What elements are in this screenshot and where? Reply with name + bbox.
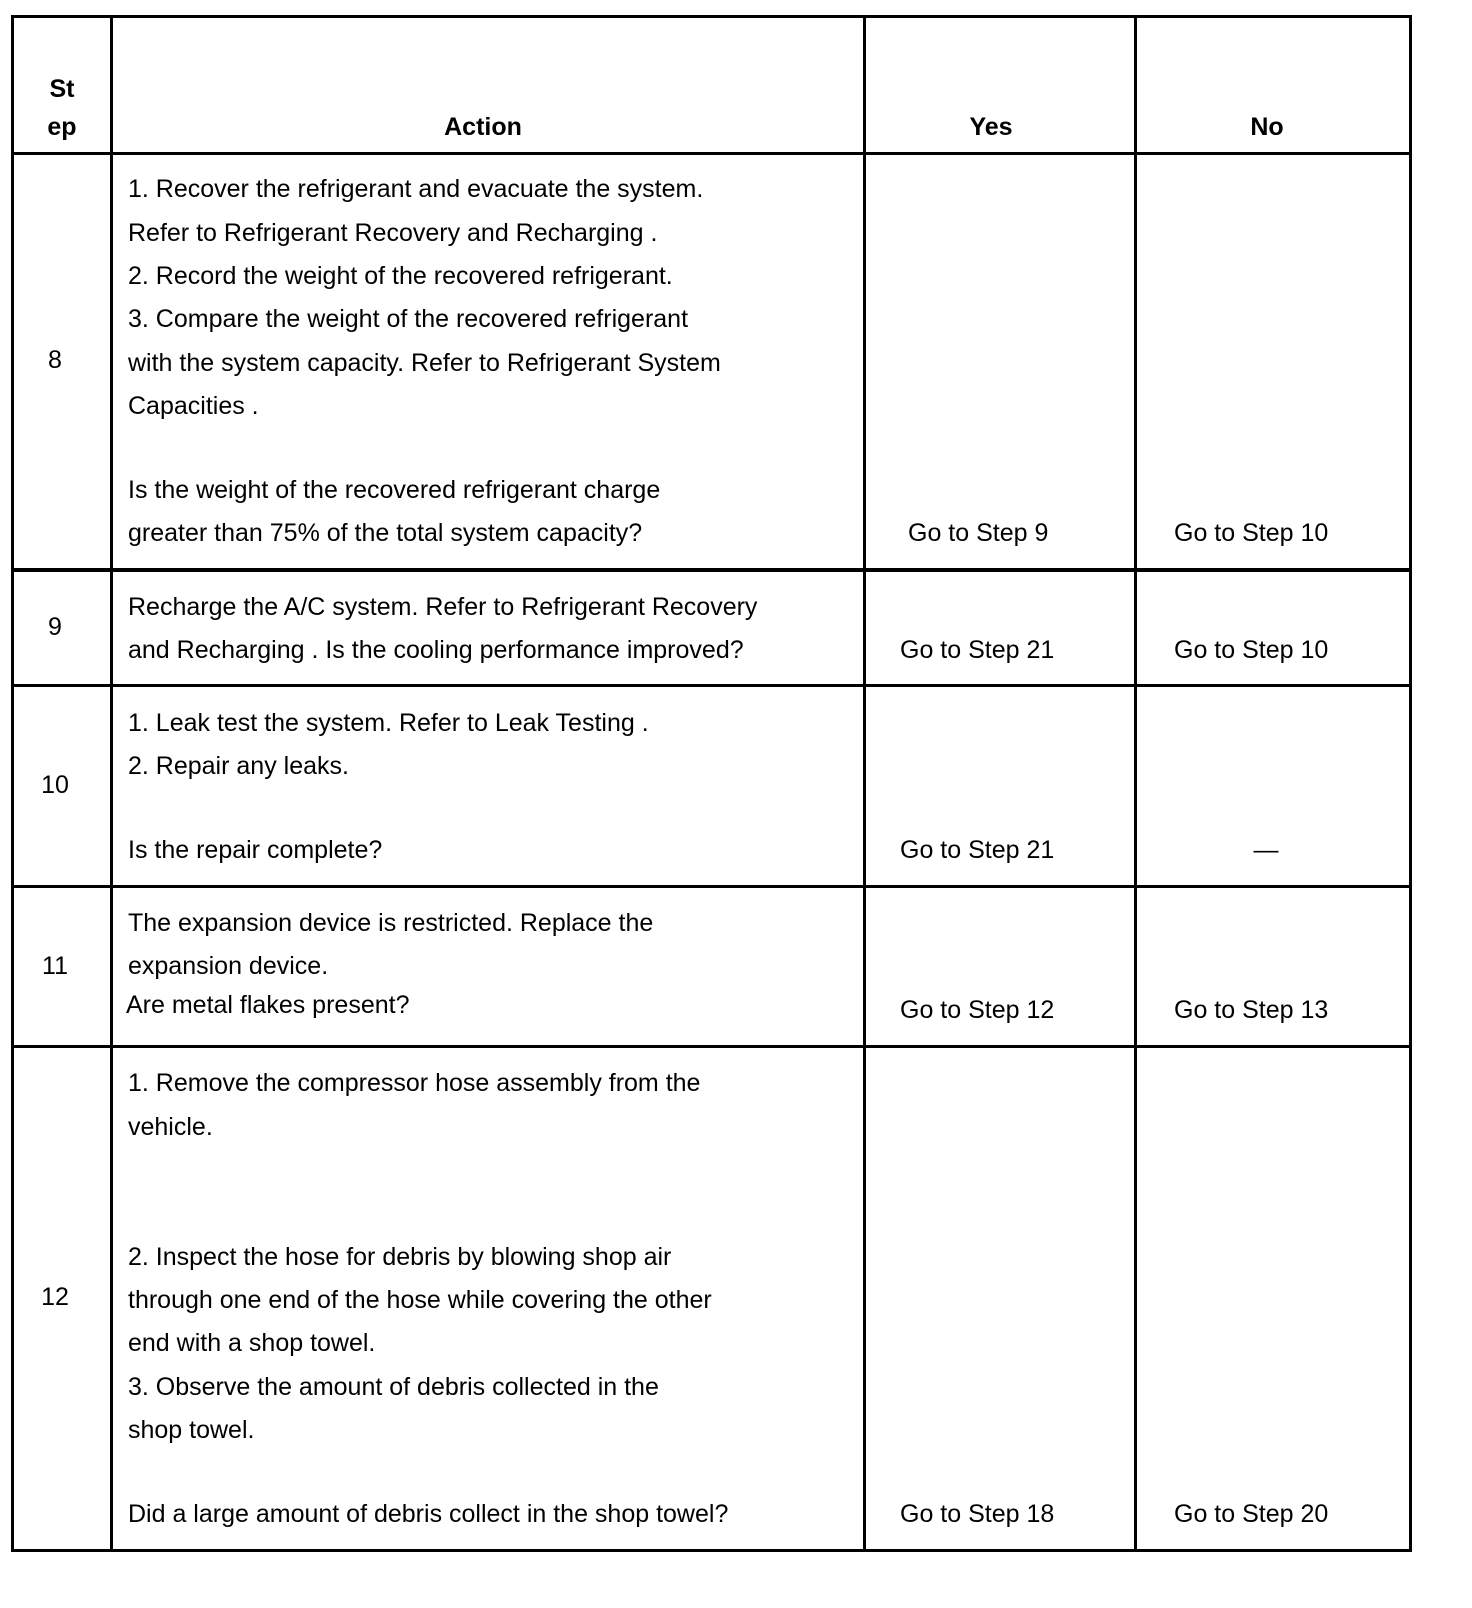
table-border-right <box>1409 15 1412 1552</box>
yes-result: Go to Step 18 <box>900 1500 1055 1528</box>
row-divider <box>11 1045 1412 1048</box>
action-line: 1. Remove the compressor hose assembly from the <box>128 1069 701 1097</box>
yes-result: Go to Step 9 <box>908 519 1049 547</box>
step-number: 12 <box>41 1283 69 1311</box>
no-result: Go to Step 10 <box>1174 636 1329 664</box>
action-question: Did a large amount of debris collect in the shop towel? <box>128 1500 729 1528</box>
step-number: 9 <box>48 613 62 641</box>
action-line: 2. Record the weight of the recovered refrigerant. <box>128 262 673 290</box>
step-number: 8 <box>48 346 62 374</box>
action-line: 2. Inspect the hose for debris by blowing shop air <box>128 1243 672 1271</box>
action-question: Are metal flakes present? <box>126 991 410 1019</box>
action-question: greater than 75% of the total system capacity? <box>128 519 643 547</box>
action-line: Refer to Refrigerant Recovery and Recharging . <box>128 219 658 247</box>
column-divider <box>110 15 113 1552</box>
header-action: Action <box>444 113 522 141</box>
row-divider <box>11 684 1412 687</box>
action-line: 1. Recover the refrigerant and evacuate the system. <box>128 175 704 203</box>
action-question: and Recharging . Is the cooling performance improved? <box>128 636 744 664</box>
yes-result: Go to Step 21 <box>900 636 1055 664</box>
column-divider <box>863 15 866 1552</box>
header-step: ep <box>47 113 77 141</box>
action-line: end with a shop towel. <box>128 1329 376 1357</box>
action-line: Capacities . <box>128 392 259 420</box>
action-question: Is the repair complete? <box>128 836 383 864</box>
action-line: through one end of the hose while covering the other <box>128 1286 712 1314</box>
step-number: 10 <box>41 771 69 799</box>
action-line: The expansion device is restricted. Replace the <box>128 909 654 937</box>
no-result: Go to Step 20 <box>1174 1500 1329 1528</box>
header-yes: Yes <box>969 113 1013 141</box>
table-border-bottom <box>11 1549 1412 1552</box>
action-line: 3. Compare the weight of the recovered refrigerant <box>128 305 689 333</box>
action-line: Recharge the A/C system. Refer to Refrigerant Recovery <box>128 593 758 621</box>
action-line: 3. Observe the amount of debris collected in the <box>128 1373 659 1401</box>
action-line: 1. Leak test the system. Refer to Leak Testing . <box>128 709 649 737</box>
action-line: 2. Repair any leaks. <box>128 752 349 780</box>
step-number: 11 <box>42 952 68 980</box>
header-step: St <box>49 75 75 103</box>
row-divider <box>11 885 1412 888</box>
action-question: Is the weight of the recovered refrigerant charge <box>128 476 661 504</box>
no-result: Go to Step 13 <box>1174 996 1329 1024</box>
no-result: Go to Step 10 <box>1174 519 1329 547</box>
column-divider <box>1134 15 1137 1552</box>
action-line: shop towel. <box>128 1416 255 1444</box>
yes-result: Go to Step 21 <box>900 836 1055 864</box>
table-border-top <box>11 15 1412 18</box>
row-divider <box>11 568 1412 572</box>
row-divider <box>11 152 1412 155</box>
no-result: — <box>1253 836 1279 864</box>
action-line: vehicle. <box>128 1113 213 1141</box>
action-line: expansion device. <box>128 952 329 980</box>
action-line: with the system capacity. Refer to Refrigerant System <box>128 349 721 377</box>
yes-result: Go to Step 12 <box>900 996 1055 1024</box>
header-no: No <box>1250 113 1284 141</box>
